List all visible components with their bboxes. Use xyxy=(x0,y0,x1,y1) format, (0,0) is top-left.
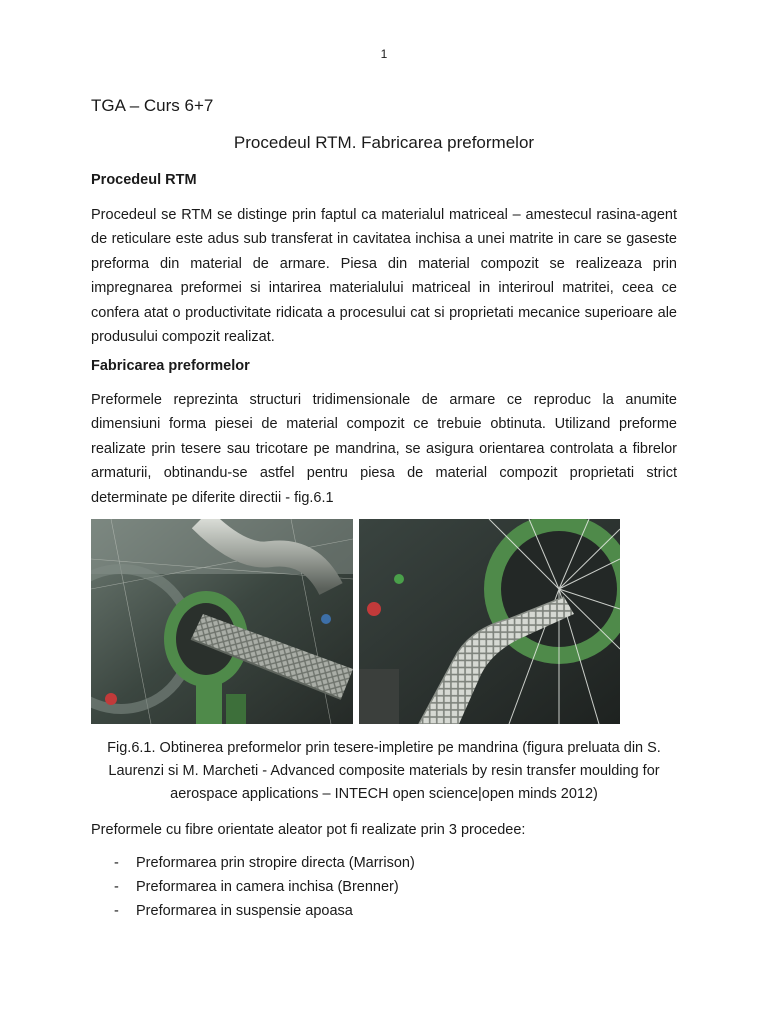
bullet-dash: - xyxy=(114,903,119,919)
figure-row xyxy=(91,519,621,724)
bullet-dash: - xyxy=(114,879,119,895)
list-item-text: Preformarea in suspensie apoasa xyxy=(136,903,353,919)
list-item xyxy=(114,899,415,923)
main-title: Procedeul RTM. Fabricarea preformelor xyxy=(233,133,535,152)
figure-caption: Fig.6.1. Obtinerea preformelor prin tesere-impletire pe mandrina (figura preluata din S. Laurenzi si M. Marcheti - Advanced composite materials by resin transfer moulding for aerospace applications – INTECH open science|open minds 2012) xyxy=(107,740,661,802)
paragraph-rtm: Procedeul se RTM se distinge prin faptul ca materialul matriceal – amestecul rasina-agent de reticulare este adus sub transferat in cavitatea inchisa a unei matrite in care se gaseste preforma din material de armare. Piesa din material compozit se realizeaza prin impregnarea preformei si intarirea materialului matriceal in interiroul matritei, ceea ce confera atat o productivitate ridicata a procesului cat si proprietati mecanice superioare ale produsului compozit realizat. xyxy=(91,207,677,346)
list-item-text: Preformarea in camera inchisa (Brenner) xyxy=(136,879,399,895)
page-number: 1 xyxy=(380,47,388,61)
paragraph-preforms: Preformele reprezinta structuri tridimensionale de armare ce reproduc la anumite dimensiuni forma piesei de material compozit ce trebuie obtinuta. Utilizand preforme realizate prin tesere sau tricotare pe mandrina, se asigura orientarea controlata a fibrelor armaturii, obtinandu-se astfel pentru piesa de material compozit proprietati strict determinate pe diferite directii - fig.6.1 xyxy=(91,392,677,506)
process-list xyxy=(114,851,415,923)
list-item xyxy=(114,875,415,899)
braiding-photo-right xyxy=(359,519,620,724)
section-heading-rtm: Procedeul RTM xyxy=(91,172,197,188)
list-item xyxy=(114,851,415,875)
braiding-photo-left xyxy=(91,519,353,724)
section-heading-preforms: Fabricarea preformelor xyxy=(91,358,250,374)
bullet-dash: - xyxy=(114,855,119,871)
list-intro: Preformele cu fibre orientate aleator pot fi realizate prin 3 procedee: xyxy=(91,822,526,838)
list-item-text: Preformarea prin stropire directa (Marrison) xyxy=(136,855,415,871)
course-title: TGA – Curs 6+7 xyxy=(91,96,214,115)
